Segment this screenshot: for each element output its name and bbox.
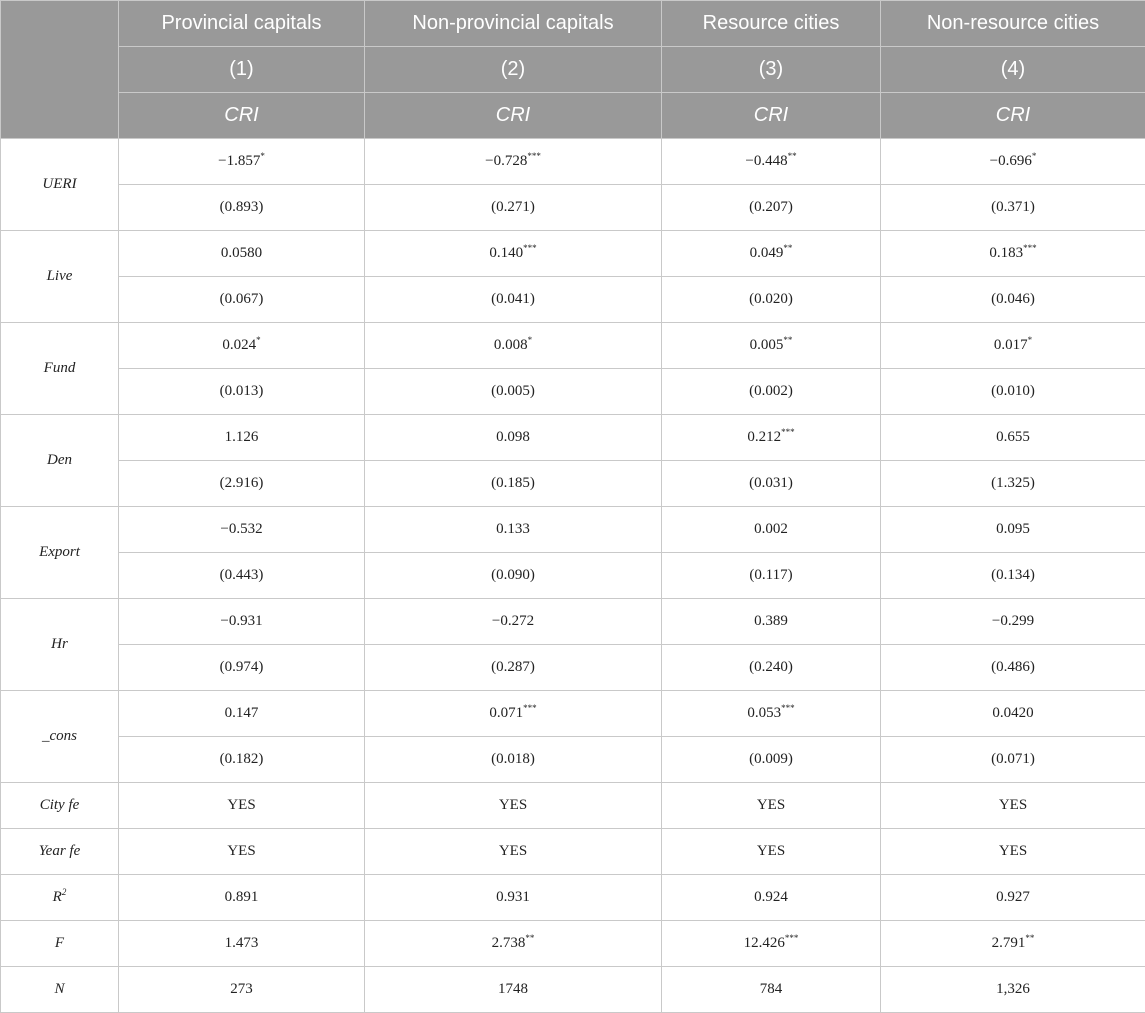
coefficient-cell [881, 415, 1145, 461]
coefficient-cell-text: 0.133 [496, 521, 530, 537]
statistic-name-cell [1, 829, 119, 875]
coefficient-cell [365, 139, 662, 185]
table-row-coefficient [1, 691, 1145, 737]
statistic-value-cell-text: YES [499, 843, 527, 859]
standard-error-cell-text: (0.013) [220, 383, 264, 399]
coefficient-cell-text: 0.147 [225, 705, 259, 721]
variable-name-cell [1, 139, 119, 231]
statistic-value-cell [365, 967, 662, 1013]
coefficient-cell-text: 0.140 [489, 245, 523, 261]
coefficient-cell [119, 599, 365, 645]
coefficient-cell-text: 0.389 [754, 613, 788, 629]
statistic-value-cell [662, 829, 881, 875]
standard-error-cell-text: (2.916) [220, 475, 264, 491]
statistic-value-cell [365, 921, 662, 967]
significance-stars: ** [525, 933, 534, 943]
standard-error-cell-text: (0.371) [991, 199, 1035, 215]
coefficient-cell [119, 507, 365, 553]
coefficient-cell [662, 599, 881, 645]
table-row-coefficient [1, 139, 1145, 185]
coefficient-cell-text: 0.095 [996, 521, 1030, 537]
standard-error-cell-text: (0.287) [491, 659, 535, 675]
coefficient-cell-text: 0.008 [494, 337, 528, 353]
coefficient-cell-text: 1.126 [225, 429, 259, 445]
coefficient-cell [365, 415, 662, 461]
table-row-statistic [1, 875, 1145, 921]
standard-error-cell [119, 461, 365, 507]
standard-error-cell-text: (0.893) [220, 199, 264, 215]
standard-error-cell [662, 645, 881, 691]
table-row-coefficient [1, 507, 1145, 553]
standard-error-cell-text: (0.046) [991, 291, 1035, 307]
significance-stars: *** [781, 427, 795, 437]
coefficient-cell-text: 0.0580 [221, 245, 262, 261]
header-model-number: (2) [365, 47, 662, 93]
coefficient-cell-text: −0.448 [745, 153, 787, 169]
coefficient-cell [365, 599, 662, 645]
table-row-statistic [1, 829, 1145, 875]
standard-error-cell [881, 645, 1145, 691]
significance-stars: ** [1025, 933, 1034, 943]
coefficient-cell [119, 323, 365, 369]
statistic-value-cell [881, 783, 1145, 829]
standard-error-cell-text: (0.182) [220, 751, 264, 767]
significance-stars: ** [783, 335, 792, 345]
standard-error-cell-text: (0.067) [220, 291, 264, 307]
table-row-statistic [1, 921, 1145, 967]
standard-error-cell [365, 369, 662, 415]
statistic-value-cell-text: 1.473 [225, 935, 259, 951]
variable-name-cell-text: UERI [42, 176, 76, 192]
standard-error-cell-text: (1.325) [991, 475, 1035, 491]
coefficient-cell-text: −0.532 [220, 521, 262, 537]
table-row-standard-error [1, 645, 1145, 691]
standard-error-cell-text: (0.009) [749, 751, 793, 767]
statistic-value-cell-text: YES [757, 797, 785, 813]
table-row-standard-error [1, 737, 1145, 783]
significance-stars: *** [527, 151, 541, 161]
table-row-standard-error [1, 461, 1145, 507]
table-row-coefficient [1, 231, 1145, 277]
variable-name-cell [1, 415, 119, 507]
table-body [1, 139, 1145, 1013]
statistic-value-cell-text: YES [227, 797, 255, 813]
table-row-coefficient [1, 599, 1145, 645]
statistic-value-cell-text: 2.738 [492, 935, 526, 951]
standard-error-cell [662, 185, 881, 231]
standard-error-cell-text: (0.134) [991, 567, 1035, 583]
coefficient-cell-text: −1.857 [218, 153, 260, 169]
table-row-coefficient [1, 415, 1145, 461]
coefficient-cell [365, 691, 662, 737]
statistic-value-cell [881, 875, 1145, 921]
table-header [1, 1, 1145, 139]
coefficient-cell [881, 599, 1145, 645]
significance-stars: *** [1023, 243, 1037, 253]
standard-error-cell-text: (0.271) [491, 199, 535, 215]
standard-error-cell [365, 185, 662, 231]
statistic-value-cell-text: 1748 [498, 981, 528, 997]
standard-error-cell [365, 645, 662, 691]
statistic-value-cell-text: 784 [760, 981, 783, 997]
variable-name-cell [1, 691, 119, 783]
significance-stars: ** [783, 243, 792, 253]
statistic-value-cell [881, 921, 1145, 967]
coefficient-cell-text: 0.053 [747, 705, 781, 721]
standard-error-cell [365, 461, 662, 507]
standard-error-cell [881, 461, 1145, 507]
coefficient-cell [119, 415, 365, 461]
statistic-value-cell-text: 0.924 [754, 889, 788, 905]
header-dependent-variable: CRI [365, 93, 662, 139]
standard-error-cell-text: (0.041) [491, 291, 535, 307]
statistic-value-cell [119, 875, 365, 921]
standard-error-cell [662, 461, 881, 507]
statistic-value-cell [119, 967, 365, 1013]
standard-error-cell-text: (0.486) [991, 659, 1035, 675]
coefficient-cell-text: −0.272 [492, 613, 534, 629]
standard-error-cell-text: (0.010) [991, 383, 1035, 399]
standard-error-cell [365, 737, 662, 783]
significance-stars: ** [788, 151, 797, 161]
header-corner-cell [1, 1, 119, 139]
coefficient-cell [365, 323, 662, 369]
table-row-coefficient [1, 323, 1145, 369]
standard-error-cell-text: (0.005) [491, 383, 535, 399]
coefficient-cell-text: 0.002 [754, 521, 788, 537]
statistic-name-cell-text: F [55, 935, 64, 951]
coefficient-cell-text: −0.299 [992, 613, 1034, 629]
standard-error-cell-text: (0.240) [749, 659, 793, 675]
standard-error-cell [881, 553, 1145, 599]
statistic-value-cell [881, 829, 1145, 875]
standard-error-cell [119, 737, 365, 783]
coefficient-cell [365, 231, 662, 277]
statistic-name-cell [1, 875, 119, 921]
header-dependent-variable: CRI [119, 93, 365, 139]
statistic-value-cell [881, 967, 1145, 1013]
standard-error-cell-text: (0.090) [491, 567, 535, 583]
standard-error-cell [119, 185, 365, 231]
statistic-value-cell-text: 12.426 [744, 935, 785, 951]
coefficient-cell [881, 323, 1145, 369]
statistic-value-cell-text: 0.891 [225, 889, 259, 905]
header-group-resource-cities: Resource cities [662, 1, 881, 47]
standard-error-cell [119, 645, 365, 691]
significance-stars: * [260, 151, 265, 161]
standard-error-cell-text: (0.443) [220, 567, 264, 583]
statistic-name-cell [1, 921, 119, 967]
coefficient-cell-text: 0.0420 [992, 705, 1033, 721]
significance-stars: * [1032, 151, 1037, 161]
standard-error-cell-text: (0.207) [749, 199, 793, 215]
statistic-value-cell [662, 783, 881, 829]
table-row-statistic [1, 783, 1145, 829]
statistic-value-cell [365, 875, 662, 921]
variable-name-cell-text: Live [47, 268, 73, 284]
table-row-standard-error [1, 369, 1145, 415]
coefficient-cell-text: 0.655 [996, 429, 1030, 445]
coefficient-cell-text: 0.005 [750, 337, 784, 353]
coefficient-cell-text: 0.098 [496, 429, 530, 445]
statistic-value-cell-text: 0.927 [996, 889, 1030, 905]
statistic-name-cell [1, 967, 119, 1013]
variable-name-cell [1, 599, 119, 691]
statistic-name-cell-text: Year fe [39, 843, 81, 859]
header-group-non-provincial-capitals: Non-provincial capitals [365, 1, 662, 47]
standard-error-cell-text: (0.031) [749, 475, 793, 491]
variable-name-cell-text: Fund [44, 360, 76, 376]
variable-name-cell-text: Hr [51, 636, 68, 652]
statistic-value-cell-text: YES [999, 797, 1027, 813]
standard-error-cell-text: (0.020) [749, 291, 793, 307]
table-row-standard-error [1, 185, 1145, 231]
header-group-non-resource-cities: Non-resource cities [881, 1, 1145, 47]
coefficient-cell [662, 139, 881, 185]
statistic-value-cell [119, 829, 365, 875]
statistic-value-cell-text: 2.791 [992, 935, 1026, 951]
significance-stars: * [1028, 335, 1033, 345]
significance-stars: * [528, 335, 533, 345]
statistic-value-cell-text: 0.931 [496, 889, 530, 905]
coefficient-cell [119, 139, 365, 185]
standard-error-cell [662, 553, 881, 599]
significance-stars: *** [523, 703, 537, 713]
statistic-value-cell-text: YES [499, 797, 527, 813]
standard-error-cell [881, 369, 1145, 415]
standard-error-cell [662, 369, 881, 415]
coefficient-cell [881, 691, 1145, 737]
significance-stars: *** [523, 243, 537, 253]
coefficient-cell [662, 691, 881, 737]
standard-error-cell [881, 277, 1145, 323]
statistic-value-cell-text: YES [227, 843, 255, 859]
header-row-groups [1, 1, 1145, 47]
coefficient-cell [662, 231, 881, 277]
statistic-name-cell [1, 783, 119, 829]
significance-stars: * [256, 335, 261, 345]
standard-error-cell [365, 553, 662, 599]
header-model-number: (3) [662, 47, 881, 93]
coefficient-cell-text: 0.017 [994, 337, 1028, 353]
table-row-statistic [1, 967, 1145, 1013]
coefficient-cell-text: −0.728 [485, 153, 527, 169]
header-dependent-variable: CRI [662, 93, 881, 139]
statistic-value-cell-text: YES [999, 843, 1027, 859]
standard-error-cell [662, 737, 881, 783]
variable-name-cell-text: _cons [42, 728, 77, 744]
coefficient-cell-text: −0.696 [990, 153, 1032, 169]
standard-error-cell-text: (0.185) [491, 475, 535, 491]
header-row-model-numbers [1, 47, 1145, 93]
statistic-value-cell [662, 967, 881, 1013]
variable-name-cell-text: Export [39, 544, 80, 560]
header-group-provincial-capitals: Provincial capitals [119, 1, 365, 47]
coefficient-cell [662, 415, 881, 461]
table-row-standard-error [1, 277, 1145, 323]
statistic-value-cell [662, 875, 881, 921]
statistic-value-cell-text: 273 [230, 981, 253, 997]
coefficient-cell [881, 139, 1145, 185]
header-model-number: (1) [119, 47, 365, 93]
coefficient-cell [662, 507, 881, 553]
statistic-value-cell [119, 921, 365, 967]
coefficient-cell-text: 0.049 [750, 245, 784, 261]
significance-stars: *** [785, 933, 799, 943]
variable-name-cell-text: Den [47, 452, 72, 468]
coefficient-cell [881, 231, 1145, 277]
header-model-number: (4) [881, 47, 1145, 93]
coefficient-cell-text: −0.931 [220, 613, 262, 629]
statistic-name-cell-text: N [54, 981, 64, 997]
coefficient-cell-text: 0.024 [222, 337, 256, 353]
standard-error-cell-text: (0.018) [491, 751, 535, 767]
statistic-value-cell [365, 829, 662, 875]
statistic-value-cell [662, 921, 881, 967]
statistic-value-cell-text: YES [757, 843, 785, 859]
table-row-standard-error [1, 553, 1145, 599]
standard-error-cell-text: (0.071) [991, 751, 1035, 767]
statistic-name-cell-text: City fe [40, 797, 80, 813]
statistic-value-cell-text: 1,326 [996, 981, 1030, 997]
coefficient-cell [119, 691, 365, 737]
standard-error-cell-text: (0.974) [220, 659, 264, 675]
standard-error-cell [881, 185, 1145, 231]
coefficient-cell [662, 323, 881, 369]
statistic-value-cell [119, 783, 365, 829]
standard-error-cell [881, 737, 1145, 783]
statistic-name-cell-text: R [53, 889, 62, 905]
significance-stars: *** [781, 703, 795, 713]
coefficient-cell-text: 0.212 [747, 429, 781, 445]
standard-error-cell [365, 277, 662, 323]
standard-error-cell [662, 277, 881, 323]
header-row-dependent-variable [1, 93, 1145, 139]
standard-error-cell [119, 277, 365, 323]
standard-error-cell [119, 369, 365, 415]
coefficient-cell-text: 0.071 [489, 705, 523, 721]
coefficient-cell [881, 507, 1145, 553]
statistic-value-cell [365, 783, 662, 829]
significance-stars: 2 [62, 887, 67, 897]
standard-error-cell-text: (0.117) [749, 567, 792, 583]
standard-error-cell-text: (0.002) [749, 383, 793, 399]
coefficient-cell [365, 507, 662, 553]
standard-error-cell [119, 553, 365, 599]
variable-name-cell [1, 231, 119, 323]
variable-name-cell [1, 323, 119, 415]
header-dependent-variable: CRI [881, 93, 1145, 139]
coefficient-cell [119, 231, 365, 277]
coefficient-cell-text: 0.183 [989, 245, 1023, 261]
variable-name-cell [1, 507, 119, 599]
